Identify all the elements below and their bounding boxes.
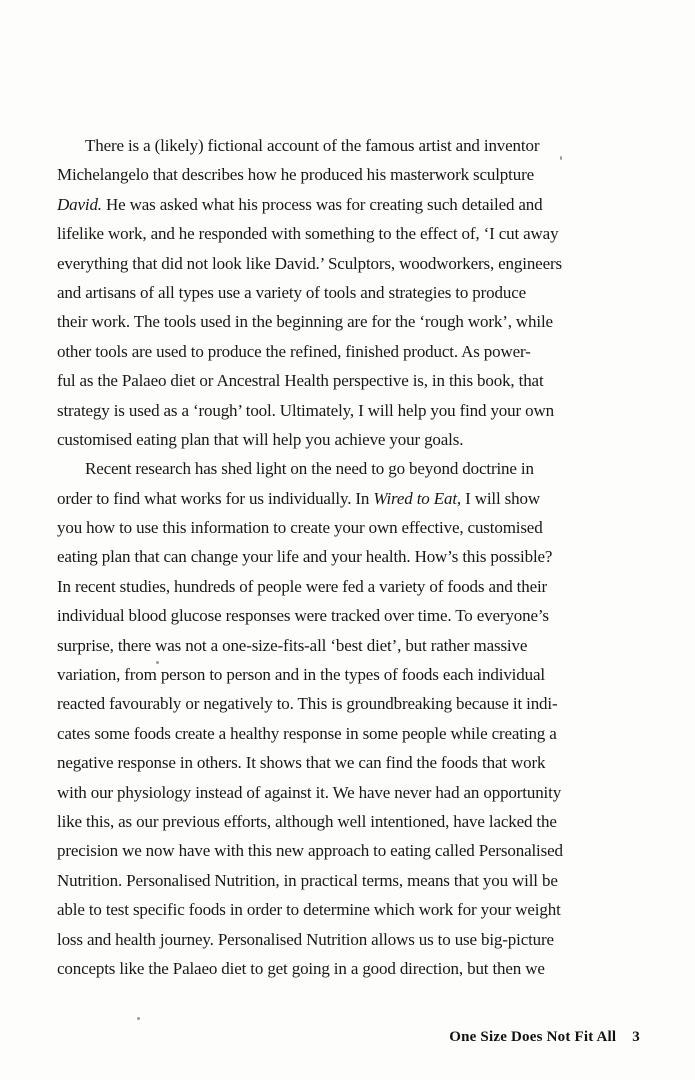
- text-run: their work. The tools used in the beginning are for the ‘rough work’, while: [57, 312, 553, 332]
- page-body: [57, 131, 647, 983]
- text-line: [57, 954, 647, 983]
- text-line: [57, 631, 647, 660]
- text-line: [57, 807, 647, 836]
- scan-speck: [560, 156, 562, 160]
- text-run: In recent studies, hundreds of people were fed a variety of foods and their: [57, 576, 548, 596]
- text-run: eating plan that can change your life and your health. How’s this possible?: [57, 547, 553, 567]
- text-line: [57, 513, 647, 542]
- text-line: [57, 689, 647, 718]
- running-footer: [449, 1029, 640, 1046]
- paragraph: [57, 454, 647, 983]
- text-line: [57, 778, 647, 807]
- text-run: There is a (likely) fictional account of the famous artist and inventor: [85, 136, 540, 155]
- text-line: [57, 719, 647, 748]
- text-run: Nutrition. Personalised Nutrition, in practical terms, means that you will be: [57, 870, 558, 890]
- text-run: concepts like the Palaeo diet to get going in a good direction, but then we: [57, 958, 545, 978]
- text-run: Recent research has shed light on the need to go beyond doctrine in: [85, 459, 534, 479]
- text-line: [57, 572, 647, 601]
- italic-text-run: David.: [57, 194, 102, 214]
- text-run: like this, as our previous efforts, although well intentioned, have lacked the: [57, 811, 557, 831]
- text-run: order to find what works for us individually. In: [57, 488, 374, 508]
- text-run: reacted favourably or negatively to. This is groundbreaking because it indi-: [57, 694, 558, 714]
- text-line: [57, 396, 647, 425]
- text-line: [57, 160, 647, 189]
- page-number: 3: [632, 1029, 640, 1045]
- text-run: able to test specific foods in order to determine which work for your weight: [57, 900, 561, 920]
- text-line: [57, 660, 647, 689]
- text-run: you how to use this information to create your own effective, customised: [57, 518, 543, 538]
- text-run: other tools are used to produce the refined, finished product. As power-: [57, 341, 531, 361]
- text-run: everything that did not look like David.’ Sculptors, woodworkers, engineers: [57, 253, 562, 273]
- text-run: with our physiology instead of against it. We have never had an opportunity: [57, 782, 562, 802]
- text-line: [57, 484, 647, 513]
- text-line: [57, 307, 647, 336]
- text-run: lifelike work, and he responded with something to the effect of, ‘I cut away: [57, 224, 559, 244]
- text-line: [57, 895, 647, 924]
- text-line: [57, 454, 647, 483]
- text-line: [57, 278, 647, 307]
- text-line: [57, 366, 647, 395]
- text-run: variation, from person to person and in the types of foods each individual: [57, 665, 545, 685]
- text-run: and artisans of all types use a variety of tools and strategies to produce: [57, 282, 527, 302]
- running-head: One Size Does Not Fit All: [449, 1029, 617, 1045]
- text-run: He was asked what his process was for creating such detailed and: [101, 194, 543, 214]
- text-run: ful as the Palaeo diet or Ancestral Health perspective is, in this book, that: [57, 371, 544, 391]
- text-line: [57, 748, 647, 777]
- text-line: [57, 131, 647, 160]
- scan-speck: [156, 661, 159, 664]
- text-line: [57, 249, 647, 278]
- text-run: strategy is used as a ‘rough’ tool. Ultimately, I will help you find your own: [57, 400, 554, 420]
- text-line: [57, 925, 647, 954]
- paragraph: [57, 131, 647, 454]
- text-line: [57, 337, 647, 366]
- text-run: precision we now have with this new approach to eating called Personalised: [57, 841, 563, 861]
- text-line: [57, 219, 647, 248]
- italic-text-run: Wired to Eat: [373, 488, 457, 508]
- text-line: [57, 836, 647, 865]
- text-line: [57, 425, 647, 454]
- text-run: surprise, there was not a one-size-fits-all ‘best diet’, but rather massive: [57, 635, 528, 655]
- text-run: negative response in others. It shows that we can find the foods that work: [57, 753, 546, 773]
- scan-speck: [137, 1017, 140, 1020]
- text-run: individual blood glucose responses were tracked over time. To everyone’s: [57, 606, 549, 626]
- text-run: customised eating plan that will help you achieve your goals.: [57, 429, 464, 449]
- text-line: [57, 601, 647, 630]
- text-run: , I will show: [456, 488, 540, 508]
- text-line: [57, 190, 647, 219]
- text-run: loss and health journey. Personalised Nutrition allows us to use big-picture: [57, 929, 554, 949]
- text-run: Michelangelo that describes how he produced his masterwork sculpture: [57, 165, 534, 185]
- text-line: [57, 866, 647, 895]
- text-run: cates some foods create a healthy response in some people while creating a: [57, 723, 557, 743]
- text-line: [57, 542, 647, 571]
